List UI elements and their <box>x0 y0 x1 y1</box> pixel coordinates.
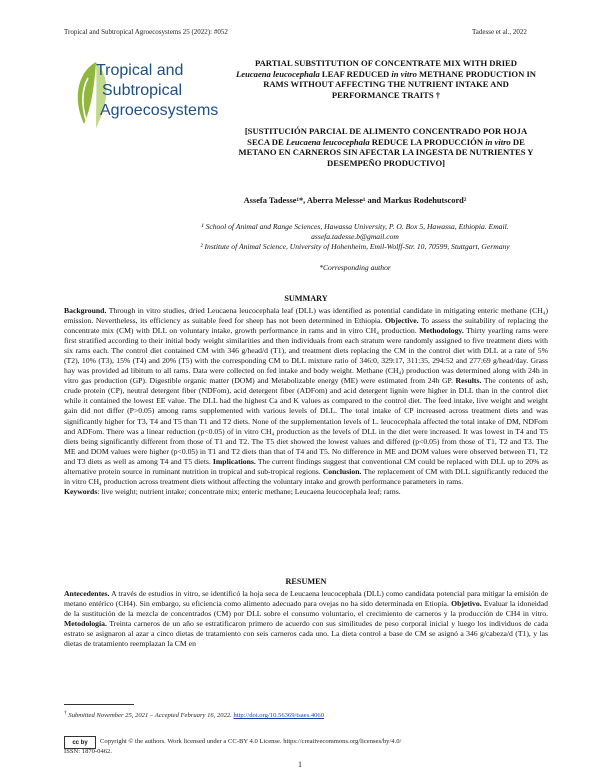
keywords-line: Keywords: live weight; nutrient intake; concentrate mix; enteric methane; Leucaena leucocephala leaf; rams. <box>64 486 401 496</box>
title-english: PARTIAL SUBSTITUTION OF CONCENTRATE MIX WITH DRIED Leucaena leucocephala LEAF REDUCED in vitro METHANE PRODUCTION IN RAMS WITHOUT AFFECTING THE NUTRIENT INTAKE AND PERFORMANCE TRAITS † <box>236 58 536 100</box>
license-text: Copyright © the authors. Work licensed under a CC-BY 4.0 License. https://creativecommons.org/licenses/by/4.0/ <box>100 738 402 745</box>
footnote-rule <box>64 704 134 705</box>
authors-line: Assefa Tadesse¹*, Aberra Melesse¹ and Markus Rodehutscord² <box>243 196 467 205</box>
resumen-heading: RESUMEN <box>285 577 327 586</box>
logo-line-3: Agroecosystems <box>100 102 219 119</box>
corresponding-author: *Corresponding author <box>319 263 391 272</box>
summary-text: Background. Through in vitro studies, dried Leucaena leucocephala leaf (DLL) was identified as potential candidate in mitigating enteric methane (CH₄) emission. Nevertheless, its efficiency as suitable feed for sheep has not been determined in Ethiopia. Objective. To assess the suitability of replacing the concentrate mix (CM) with DLL on voluntary intake, growth performance in rams and in vitro CH₄ production. Methodology. Thirty yearling rams were first stratified according to their initial body weight similarities and then individuals from each stratum were randomly assigned to five treatment diets with six rams each. The control diet contained CM with 346 g/head/d (T1), and treatment diets replacing the CM in the control diet with DLL at a rate of 5% (T2), 10% (T3), 15% (T4) and 20% (T5) with the corresponding CM to DLL mixture ratio of 346:0, 329:17, 311:35, 294:52 and 277:69 g/head/day. Grass hay was provided ad libitum to all rams. Data were collected on fed intake and body weight. Methane (CH₄) production was determined along with 24h in vitro gas production (GP). Digestible organic matter (DOM) and Metabolizable energy (ME) were estimated from 24h GP. Results. The contents of ash, crude protein (CP), neutral detergent fiber (NDFom), acid detergent fiber (ADFom) and acid detergent lignin were higher in DLL than in the control diet while it contained the lowest EE value. The DLL had the highest Ca and K values as compared to the control diet. The feed intake, live weight and weight gain did not differ (P>0.05) among rams supplemented with various levels of DLL. The total intake of CP increased across treatment diets and was significantly higher for T3, T4 and T5 than T1 and T2 diets. None of the supplementation levels of L. leucocephala affected the total intake of DM, NDFom and ADFom. There was a linear reduction (p<0.05) of in vitro CH₄ production as the levels of DLL in the diet were increased. It was lowest in T4 and T5 diets being significantly different from those of T1 and T2. The T5 diet showed the lowest values and differed (p<0.05) from those of T1, T2 and T3. The ME and DOM values were higher (p<0.05) in T1 and T2 diets than that of T4 and T5. No difference in ME and DOM values were observed between T1, T2 and T3 diets as well as among T4 and T5 diets. Implications. The current findings suggest that conventional CM could be replaced with DLL up to 20% as alternative protein source in ruminant nutrition in tropical and sub-tropical regions. Conclusion. The replacement of CM with DLL significantly reduced the in vitro CH₄ production across treatment diets without affecting the voluntary intake and growth performance parameters in rams. Keywords: live weight; nutrient intake; concentrate mix; enteric methane; Leucaena leucocephala leaf; rams. <box>64 306 548 496</box>
resumen-text: Antecedentes. A través de estudios in vitro, se identificó la hoja seca de Leucaena leucocephala (DLL) como candidata potencial para mitigar la emisión de metano entérico (CH4). Sin embargo, su eficiencia como alimento adecuado para ovejas no ha sido determinada en Etiopía. Objetivo. Evaluar la idoneidad de la sustitución de la mezcla de concentrados (CM) por DLL sobre el consumo voluntario, el crecimiento de carneros y la producción de CH4 in vitro. Metodología. Treinta carneros de un año se estratificaron primero de acuerdo con sus similitudes de peso corporal inicial y luego los individuos de cada estrato se asignaron al azar a cinco dietas de tratamiento con seis carneros cada uno. La dieta control a base de CM se asignó a 346 g/cabeza/d (T1), y las dietas de tratamiento reemplazan la CM en <box>64 589 548 649</box>
journal-logo <box>66 58 228 136</box>
running-header-journal: Tropical and Subtropical Agroecosystems 25 (2022): #052 <box>64 28 228 36</box>
logo-line-1: Tropical and <box>96 62 184 79</box>
footnote-dates: † Submitted November 25, 2021 – Accepted February 16, 2022. http://doi.org/10.56369/tsaes.4060 <box>64 710 325 720</box>
affiliation-2: ² Institute of Animal Science, University of Hohenheim, Emil-Wolff-Str. 10, 70599, Stuttgart, Germany <box>200 242 510 251</box>
affiliation-1: ¹ School of Animal and Range Sciences, Hawassa University, P. O. Box 5, Hawassa, Ethiopia. Email. assefa.tadesse.b@gmail.com <box>201 222 509 241</box>
running-header-authors: Tadesse et al., 2022 <box>472 28 527 36</box>
summary-heading: SUMMARY <box>284 294 328 303</box>
logo-line-2: Subtropical <box>102 82 183 99</box>
page-number: 1 <box>298 760 302 769</box>
doi-link[interactable]: http://doi.org/10.56369/tsaes.4060 <box>233 712 325 720</box>
cc-by-license-icon[interactable]: cc by <box>64 736 96 749</box>
issn-text: ISSN: 1870-0462. <box>64 748 112 755</box>
title-spanish: [SUSTITUCIÓN PARCIAL DE ALIMENTO CONCENTRADO POR HOJA SECA DE Leucaena leucocephala REDUCE LA PRODUCCIÓN in vitro DE METANO EN CARNEROS SIN AFECTAR LA INGESTA DE NUTRIENTES Y DESEMPEÑO PRODUCTIVO] <box>238 126 534 168</box>
